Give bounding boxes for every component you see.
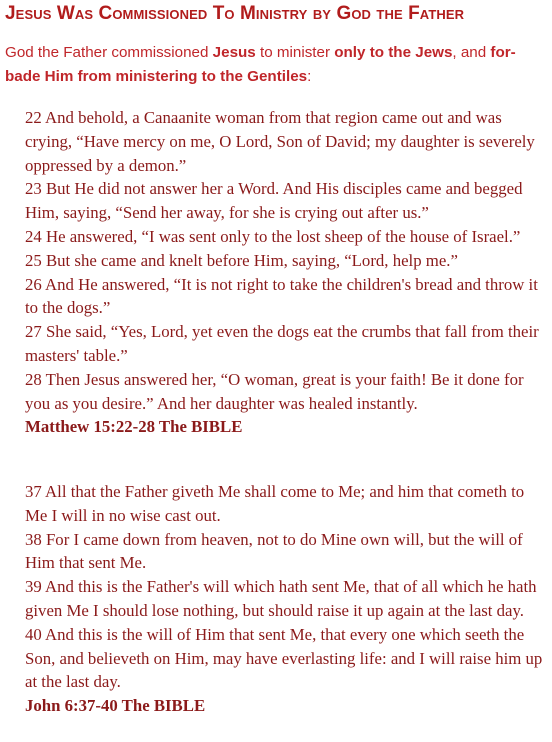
intro-paragraph [5, 41, 545, 89]
verse: 24 He answered, “I was sent only to the lost sheep of the house of Israel.” [25, 226, 521, 246]
scripture-passage-matthew [25, 106, 545, 439]
verse: 39 And this is the Father's will which hath sent Me, that of all which he hath given Me I should lose nothing, but should raise it up again at the last day. [25, 577, 537, 620]
intro-text: God the Father commissioned [5, 44, 213, 61]
intro-text: : [307, 68, 312, 85]
intro-emphasis: only to the Jews [334, 44, 453, 61]
verse: 40 And this is the will of Him that sent Me, that every one which seeth the Son, and believeth on Him, may have everlasting life: and I will raise him up at the last day. [25, 624, 543, 692]
verse: 25 But she came and knelt before Him, saying, “Lord, help me.” [25, 250, 458, 270]
scripture-reference: Matthew 15:22-28 The BIBLE [25, 417, 243, 437]
intro-emphasis: for-bade Him from ministering to the Gentiles [5, 44, 516, 85]
verse: 28 Then Jesus answered her, “O woman, great is your faith! Be it done for you as you desire.” And her daughter was healed instantly. [25, 369, 524, 413]
verse: 22 And behold, a Canaanite woman from that region came out and was crying, “Have mercy on me, O Lord, Son of David; my daughter is severely oppressed by a demon.” [25, 108, 535, 175]
verse: 38 For I came down from heaven, not to do Mine own will, but the will of Him that sent Me. [25, 529, 523, 573]
verse: 37 All that the Father giveth Me shall come to Me; and him that cometh to Me I will in no wise cast out. [25, 482, 525, 525]
scripture-reference: John 6:37-40 The BIBLE [25, 696, 206, 716]
verse: 26 And He answered, “It is not right to take the children's bread and throw it to the dogs.” [25, 274, 538, 318]
scripture-passage-john [25, 480, 545, 718]
intro-emphasis: Jesus [212, 44, 256, 61]
intro-text: to minister [255, 44, 335, 61]
intro-text: , and [452, 44, 491, 61]
verse: 27 She said, “Yes, Lord, yet even the dogs eat the crumbs that fall from their masters' table.” [25, 322, 539, 365]
page-title: Jesus Was Commissioned To Ministry by God the Father [5, 3, 465, 24]
verse: 23 But He did not answer her a Word. And His disciples came and begged Him, saying, “Send her away, for she is crying out after us.” [25, 179, 523, 223]
